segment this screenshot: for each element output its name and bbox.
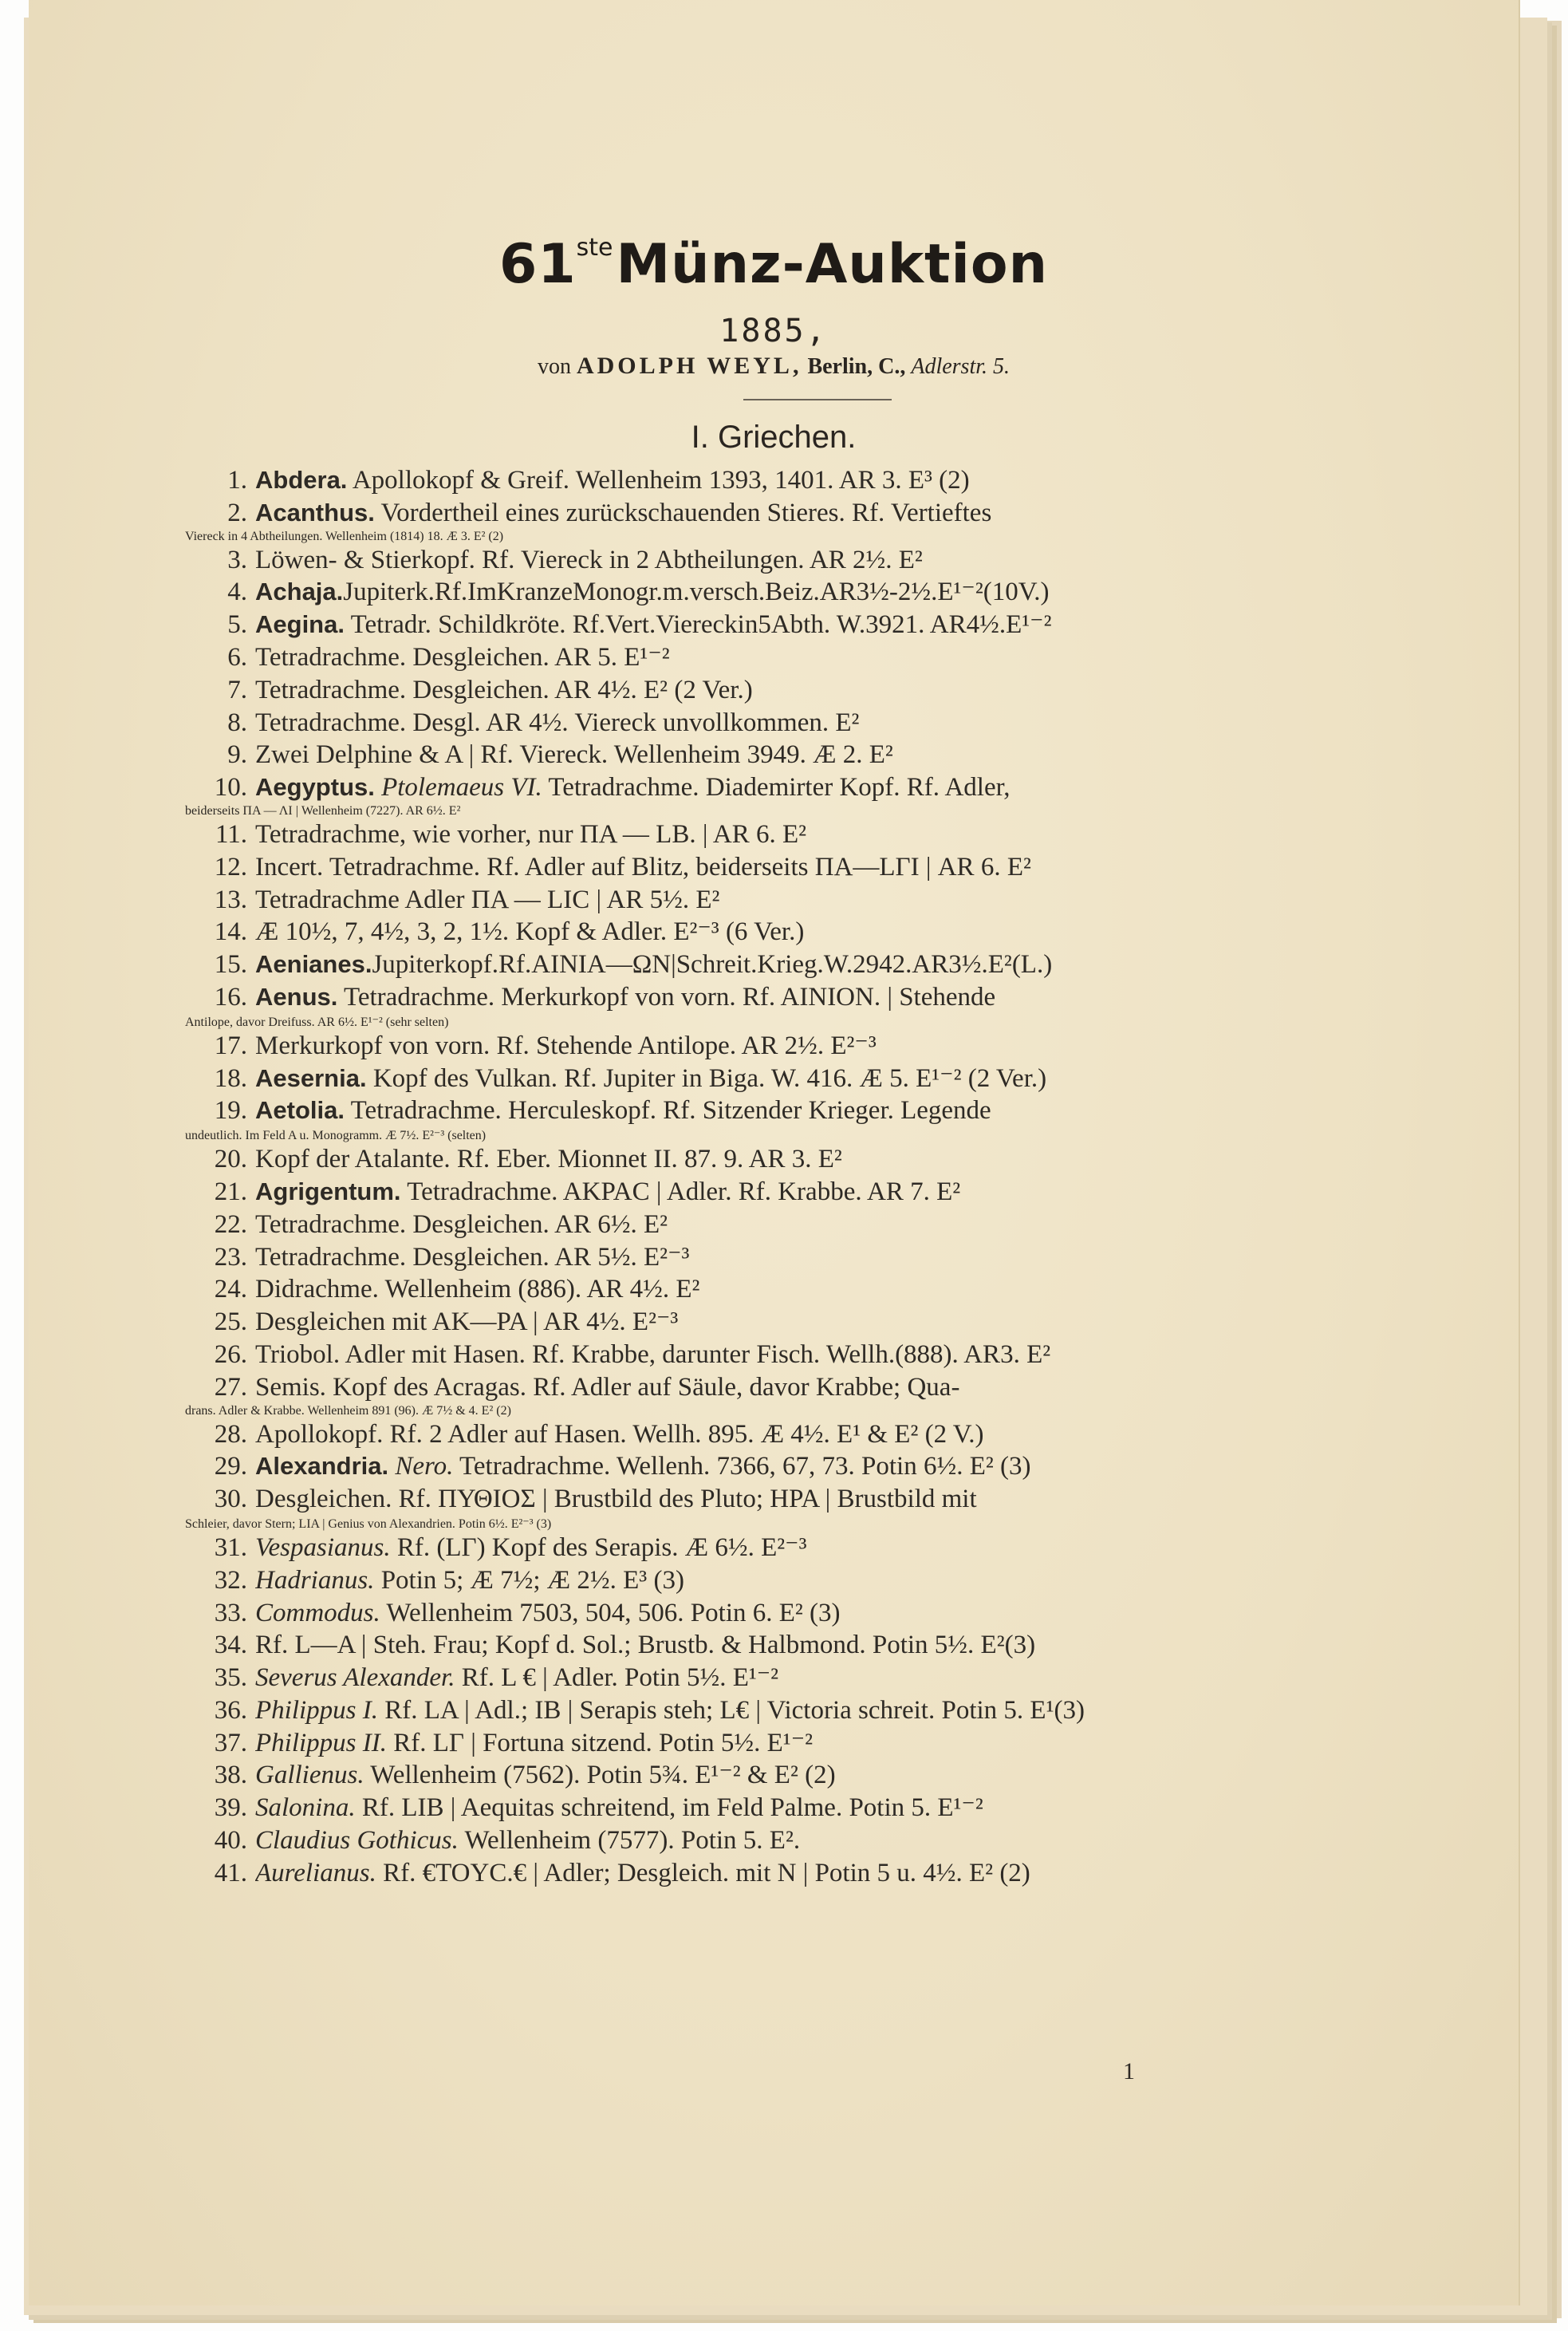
- lot-continuation: Schleier, davor Stern; LIA | Genius von Alexandrien. Potin 6½. E²⁻³ (3): [185, 1517, 552, 1531]
- lot-description: [255, 916, 1302, 949]
- lot-text: Rf. LIB | Aequitas schreitend, im Feld Palme. Potin 5. E¹⁻²: [355, 1793, 983, 1823]
- lot-number: 24.: [214, 1275, 247, 1304]
- lot-number: 25.: [214, 1307, 247, 1337]
- lot-number: 26.: [214, 1339, 247, 1369]
- lot-number: 5.: [227, 610, 247, 640]
- lot-description: [255, 851, 1302, 884]
- lot-entry: [185, 544, 1302, 577]
- lot-list: [185, 464, 1302, 1890]
- lot-description: [255, 1209, 1302, 1241]
- lot-description: [255, 771, 1302, 804]
- lot-description: [255, 544, 1302, 577]
- lot-text: Tetradrachme. Desgleichen. AR 5½. E²⁻³: [255, 1242, 690, 1272]
- lot-number: 12.: [214, 852, 247, 882]
- lot-number: 20.: [214, 1145, 247, 1174]
- lot-description: [255, 884, 1302, 917]
- publisher-name: ADOLPH WEYL,: [576, 353, 802, 379]
- lot-text: Potin 5; Æ 7½; Æ 2½. E³ (3): [374, 1565, 684, 1595]
- lot-number: 33.: [214, 1598, 247, 1627]
- lot-number: 28.: [214, 1419, 247, 1449]
- lot-description: [255, 1176, 1302, 1209]
- lot-continuation: Antilope, davor Dreifuss. AR 6½. E¹⁻² (sehr selten): [185, 1015, 449, 1029]
- lot-description: [255, 1371, 1302, 1404]
- lot-text: Kopf des Vulkan. Rf. Jupiter in Biga. W. 416. Æ 5. E¹⁻² (2 Ver.): [366, 1063, 1047, 1093]
- lot-text: Rf. LA | Adl.; IB | Serapis steh; L€ | Victoria schreit. Potin 5. E¹(3): [378, 1695, 1085, 1725]
- lot-entry: [185, 707, 1302, 740]
- lot-entry: [185, 771, 1302, 818]
- lot-entry: [185, 1694, 1302, 1727]
- lot-entry: [185, 1030, 1302, 1063]
- lot-entry: [185, 464, 1302, 497]
- lot-number: 3.: [227, 545, 247, 574]
- lot-number: 39.: [214, 1793, 247, 1823]
- page-number: 1: [1123, 2058, 1135, 2084]
- lot-place: Aegyptus.: [255, 773, 375, 802]
- lot-entry: [185, 884, 1302, 917]
- title-rule: [743, 399, 892, 400]
- lot-text: Apollokopf & Greif. Wellenheim 1393, 1401. AR 3. E³ (2): [347, 466, 970, 495]
- lot-entry: [185, 1564, 1302, 1597]
- lot-text: Semis. Kopf des Acragas. Rf. Adler auf Säule, davor Krabbe; Qua-: [255, 1372, 960, 1402]
- lot-text: Löwen- & Stierkopf. Rf. Viereck in 2 Abtheilungen. AR 2½. E²: [255, 545, 923, 574]
- lot-text: Wellenheim (7577). Potin 5. E².: [458, 1826, 801, 1856]
- lot-number: 16.: [214, 982, 247, 1012]
- lot-text: Tetradrachme. AKPAC | Adler. Rf. Krabbe. AR 7. E²: [400, 1177, 961, 1206]
- lot-text: Wellenheim (7562). Potin 5¾. E¹⁻² & E² (2): [364, 1761, 836, 1790]
- lot-entry: [185, 1339, 1302, 1371]
- lot-number: 11.: [215, 819, 247, 849]
- lot-entry: [185, 1176, 1302, 1209]
- lot-number: 41.: [214, 1858, 247, 1887]
- lot-description: [255, 1030, 1302, 1063]
- lot-entry: [185, 1662, 1302, 1694]
- lot-number: 34.: [214, 1631, 247, 1660]
- lot-number: 38.: [214, 1761, 247, 1790]
- lot-description: [255, 1597, 1302, 1630]
- lot-ruler: Ptolemaeus VI.: [374, 773, 542, 803]
- lot-place: Abdera.: [255, 466, 348, 494]
- lot-description: [255, 1273, 1302, 1306]
- lot-text: Tetradrachme, wie vorher, nur ΠΑ — LB. | AR 6. E²: [255, 819, 807, 849]
- lot-description: [255, 1727, 1302, 1760]
- lot-description: [255, 1792, 1302, 1824]
- lot-number: 21.: [214, 1177, 247, 1206]
- lot-entry: [185, 609, 1302, 641]
- lot-description: [255, 1450, 1302, 1483]
- lot-description: [255, 1824, 1302, 1857]
- lot-description: [255, 1532, 1302, 1564]
- lot-number: 10.: [214, 773, 247, 803]
- lot-description: [255, 1564, 1302, 1597]
- lot-entry: [185, 739, 1302, 771]
- lot-number: 32.: [214, 1565, 247, 1595]
- lot-number: 8.: [227, 708, 247, 737]
- lot-description: [255, 674, 1302, 707]
- lot-text: Desgleichen mit AK—PA | AR 4½. E²⁻³: [255, 1307, 679, 1337]
- lot-description: [255, 1306, 1302, 1339]
- lot-entry: [185, 949, 1302, 981]
- lot-text: Rf. L € | Adler. Potin 5½. E¹⁻²: [455, 1663, 779, 1693]
- lot-continuation: Viereck in 4 Abtheilungen. Wellenheim (1814) 18. Æ 3. E² (2): [185, 529, 504, 543]
- lot-entry: [185, 1629, 1302, 1662]
- lot-number: 37.: [214, 1728, 247, 1757]
- lot-number: 2.: [227, 498, 247, 527]
- lot-number: 17.: [214, 1031, 247, 1060]
- lot-description: [255, 949, 1302, 981]
- lot-entry: [185, 916, 1302, 949]
- lot-entry: [185, 1824, 1302, 1857]
- lot-text: Didrachme. Wellenheim (886). AR 4½. E²: [255, 1275, 700, 1304]
- lot-number: 40.: [214, 1826, 247, 1856]
- lot-number: 6.: [227, 642, 247, 672]
- lot-entry: [185, 674, 1302, 707]
- lot-text: Merkurkopf von vorn. Rf. Stehende Antilope. AR 2½. E²⁻³: [255, 1031, 877, 1060]
- lot-description: [255, 1063, 1302, 1095]
- lot-entry: [185, 1597, 1302, 1630]
- lot-entry: [185, 1418, 1302, 1451]
- publisher-line: [29, 353, 1519, 380]
- lot-entry: [185, 851, 1302, 884]
- lot-ruler: Salonina.: [255, 1793, 356, 1823]
- lot-text: Vordertheil eines zurückschauenden Stieres. Rf. Vertieftes: [374, 498, 992, 527]
- lot-ruler: Hadrianus.: [255, 1565, 375, 1595]
- lot-ruler: Nero.: [388, 1452, 454, 1481]
- lot-text: Rf. €TOYC.€ | Adler; Desgleich. mit N | Potin 5 u. 4½. E² (2): [376, 1858, 1030, 1887]
- lot-description: [255, 1241, 1302, 1274]
- lot-entry: [185, 1095, 1302, 1143]
- lot-description: [255, 609, 1302, 641]
- lot-ruler: Commodus.: [255, 1598, 380, 1627]
- lot-text: Rf. L—A | Steh. Frau; Kopf d. Sol.; Brustb. & Halbmond. Potin 5½. E²(3): [255, 1631, 1036, 1660]
- lot-number: 22.: [214, 1209, 247, 1239]
- lot-text: Incert. Tetradrachme. Rf. Adler auf Blitz, beiderseits ΠΑ—LΓΙ | AR 6. E²: [255, 852, 1031, 882]
- lot-number: 29.: [214, 1452, 247, 1481]
- lot-text: Triobol. Adler mit Hasen. Rf. Krabbe, darunter Fisch. Wellh.(888). AR3. E²: [255, 1339, 1051, 1369]
- lot-entry: [185, 1450, 1302, 1483]
- lot-number: 19.: [214, 1096, 247, 1126]
- lot-description: [255, 818, 1302, 851]
- lot-ruler: Philippus I.: [255, 1695, 378, 1725]
- lot-ruler: Philippus II.: [255, 1728, 387, 1757]
- lot-number: 1.: [227, 466, 247, 495]
- lot-text: Desgleichen. Rf. ΠΥΘΙΟΣ | Brustbild des Pluto; HPA | Brustbild mit: [255, 1485, 977, 1514]
- lot-entry: [185, 1371, 1302, 1418]
- lot-place: Agrigentum.: [255, 1177, 401, 1205]
- lot-place: Aetolia.: [255, 1096, 345, 1125]
- lot-continuation: drans. Adler & Krabbe. Wellenheim 891 (96). Æ 7½ & 4. E² (2): [185, 1403, 511, 1418]
- lot-text: Tetradr. Schildkröte. Rf.Vert.Viereckin5Abth. W.3921. AR4½.E¹⁻²: [344, 610, 1052, 640]
- lot-number: 31.: [214, 1532, 247, 1562]
- lot-number: 13.: [214, 885, 247, 914]
- lot-entry: [185, 1792, 1302, 1824]
- lot-text: Kopf der Atalante. Rf. Eber. Mionnet II. 87. 9. AR 3. E²: [255, 1145, 842, 1174]
- lot-place: Aenus.: [255, 982, 338, 1011]
- lot-text: Jupiterkopf.Rf.AINIA—ΩN|Schreit.Krieg.W.2942.AR3½.E²(L.): [372, 950, 1053, 980]
- lot-number: 27.: [214, 1372, 247, 1402]
- lot-continuation: beiderseits ΠΑ — ΛΙ | Wellenheim (7227). AR 6½. E²: [185, 803, 461, 818]
- lot-number: 18.: [214, 1063, 247, 1093]
- lot-continuation: undeutlich. Im Feld A u. Monogramm. Æ 7½. E²⁻³ (selten): [185, 1129, 487, 1143]
- lot-description: [255, 641, 1302, 674]
- lot-number: 23.: [214, 1242, 247, 1272]
- publisher-address: Adlerstr. 5.: [911, 354, 1011, 379]
- lot-text: Tetradrachme. Merkurkopf von vorn. Rf. AINION. | Stehende: [337, 982, 996, 1012]
- lot-number: 30.: [214, 1485, 247, 1514]
- lot-description: [255, 1662, 1302, 1694]
- lot-ruler: Gallienus.: [255, 1761, 364, 1790]
- lot-number: 35.: [214, 1663, 247, 1693]
- lot-text: Rf. (LΓ) Kopf des Serapis. Æ 6½. E²⁻³: [390, 1532, 807, 1562]
- title-number: 61: [499, 233, 577, 296]
- title-main: Münz-Auktion: [616, 233, 1048, 296]
- lot-text: Tetradrachme. Desgl. AR 4½. Viereck unvollkommen. E²: [255, 708, 860, 737]
- lot-entry: [185, 1273, 1302, 1306]
- auction-title: [29, 233, 1519, 296]
- lot-description: [255, 1095, 1302, 1127]
- lot-ruler: Aurelianus.: [255, 1858, 376, 1887]
- lot-place: Aegina.: [255, 610, 345, 639]
- lot-entry: [185, 818, 1302, 851]
- lot-ruler: Claudius Gothicus.: [255, 1826, 459, 1856]
- lot-description: [255, 707, 1302, 740]
- lot-entry: [185, 1209, 1302, 1241]
- lot-description: [255, 1759, 1302, 1792]
- lot-entry: [185, 981, 1302, 1030]
- lot-text: Rf. LΓ | Fortuna sitzend. Potin 5½. E¹⁻²: [386, 1728, 814, 1757]
- lot-ruler: Severus Alexander.: [255, 1663, 455, 1693]
- section-heading: I. Griechen.: [691, 420, 857, 455]
- lot-description: [255, 739, 1302, 771]
- lot-place: Aenianes.: [255, 950, 372, 979]
- lot-entry: [185, 641, 1302, 674]
- lot-description: [255, 1694, 1302, 1727]
- lot-number: 9.: [227, 740, 247, 770]
- lot-text: Jupiterk.Rf.ImKranzeMonogr.m.versch.Beiz.AR3½-2½.E¹⁻²(10V.): [343, 578, 1050, 607]
- lot-text: Tetradrachme Adler ΠΑ — LIC | AR 5½. E²: [255, 885, 720, 914]
- lot-number: 4.: [227, 578, 247, 607]
- lot-entry: [185, 1063, 1302, 1095]
- lot-number: 7.: [227, 675, 247, 704]
- lot-description: [255, 1418, 1302, 1451]
- lot-description: [255, 1143, 1302, 1176]
- lot-text: Apollokopf. Rf. 2 Adler auf Hasen. Wellh. 895. Æ 4½. E¹ & E² (2 V.): [255, 1419, 984, 1449]
- lot-number: 14.: [214, 917, 247, 947]
- lot-entry: [185, 1483, 1302, 1532]
- lot-entry: [185, 1727, 1302, 1760]
- lot-description: [255, 1483, 1302, 1516]
- lot-text: Tetradrachme. Herculeskopf. Rf. Sitzender Krieger. Legende: [344, 1096, 991, 1126]
- lot-description: [255, 1857, 1302, 1890]
- lot-description: [255, 464, 1302, 497]
- lot-place: Achaja.: [255, 578, 344, 606]
- publisher-prefix: von: [537, 354, 571, 379]
- lot-text: Wellenheim 7503, 504, 506. Potin 6. E² (3): [380, 1598, 841, 1627]
- lot-entry: [185, 1857, 1302, 1890]
- lot-description: [255, 981, 1302, 1014]
- lot-description: [255, 576, 1302, 609]
- lot-place: Alexandria.: [255, 1452, 389, 1481]
- lot-text: Tetradrachme. Desgleichen. AR 6½. E²: [255, 1209, 668, 1239]
- lot-entry: [185, 1306, 1302, 1339]
- lot-entry: [185, 1759, 1302, 1792]
- catalogue-page: [29, 0, 1520, 2305]
- lot-description: [255, 1339, 1302, 1371]
- lot-number: 36.: [214, 1695, 247, 1725]
- lot-text: Tetradrachme. Desgleichen. AR 4½. E² (2 Ver.): [255, 675, 753, 704]
- lot-text: Tetradrachme. Desgleichen. AR 5. E¹⁻²: [255, 642, 670, 672]
- auction-year: 1885,: [719, 313, 828, 349]
- lot-entry: [185, 1143, 1302, 1176]
- lot-entry: [185, 1532, 1302, 1564]
- title-suffix: ste: [576, 234, 613, 262]
- lot-entry: [185, 1241, 1302, 1274]
- lot-entry: [185, 576, 1302, 609]
- lot-entry: [185, 497, 1302, 544]
- lot-text: Tetradrachme. Wellenh. 7366, 67, 73. Potin 6½. E² (3): [453, 1452, 1031, 1481]
- lot-description: [255, 497, 1302, 530]
- lot-text: Æ 10½, 7, 4½, 3, 2, 1½. Kopf & Adler. E²⁻³ (6 Ver.): [255, 917, 805, 947]
- lot-place: Acanthus.: [255, 498, 375, 527]
- lot-description: [255, 1629, 1302, 1662]
- lot-text: Zwei Delphine & A | Rf. Viereck. Wellenheim 3949. Æ 2. E²: [255, 740, 893, 770]
- lot-number: 15.: [214, 950, 247, 980]
- lot-place: Aesernia.: [255, 1063, 367, 1092]
- lot-text: Tetradrachme. Diademirter Kopf. Rf. Adler,: [542, 773, 1011, 803]
- publisher-city: Berlin, C.,: [807, 354, 906, 379]
- lot-ruler: Vespasianus.: [255, 1532, 391, 1562]
